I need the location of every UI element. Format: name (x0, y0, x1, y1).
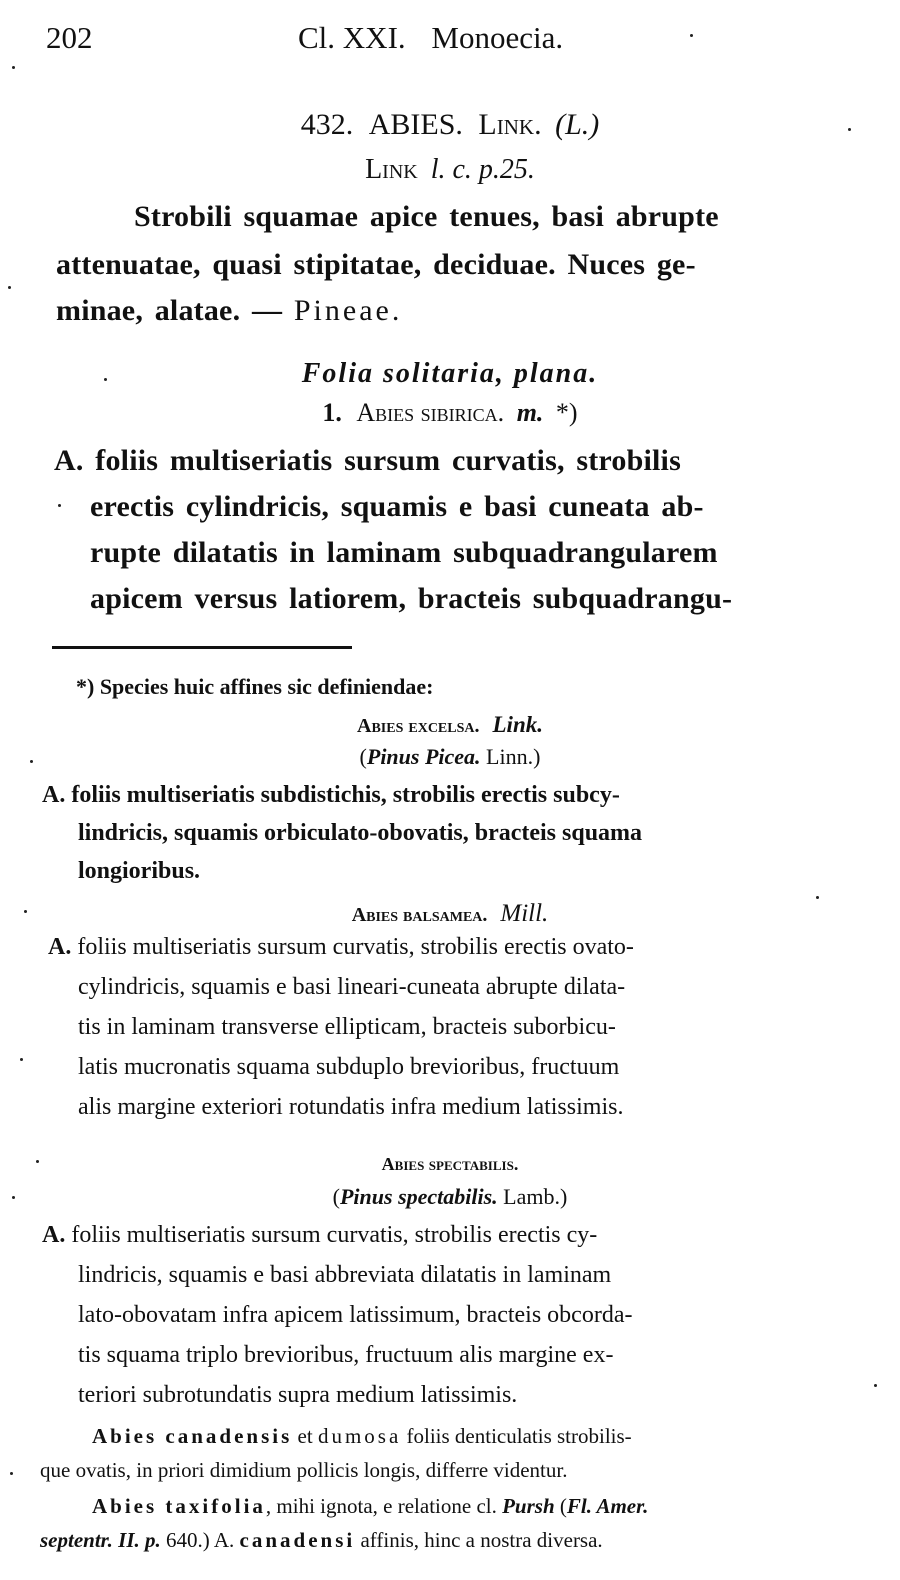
scan-speck (816, 896, 819, 899)
spectabilis-desc-line: lindricis, squamis e basi abbreviata dilatatis in laminam (78, 1262, 612, 1288)
synonym-paren: ( (332, 1184, 340, 1209)
scan-speck (10, 1472, 13, 1475)
excelsa-synonym (0, 744, 900, 770)
genus-desc-line: attenuatae, quasi stipitatae, deciduae. Nuces ge- (56, 248, 696, 281)
running-head (298, 20, 563, 56)
genus-desc-text: minae, alatae. — (56, 294, 294, 327)
scan-speck (20, 1058, 23, 1061)
canadensis-note-line (92, 1424, 632, 1449)
spectabilis-desc-text: foliis multiseriatis sursum curvatis, strobilis erectis cy- (65, 1222, 598, 1248)
balsamea-heading (0, 900, 900, 928)
spectabilis-synonym-author: Lamb.) (497, 1184, 568, 1209)
dumosa-name: dumosa (317, 1424, 402, 1448)
excelsa-heading (0, 712, 900, 738)
genus-number: 432. (300, 108, 354, 141)
scan-speck (874, 1384, 877, 1387)
taxifolia-text: , mihi ignota, e relatione cl. (265, 1494, 503, 1518)
genus-author-paren: (L.) (555, 108, 600, 141)
tribe-name: Pineae. (293, 294, 403, 327)
balsamea-desc-text: foliis multiseriatis sursum curvatis, strobilis erectis ovato- (71, 934, 634, 960)
species-desc-line: rupte dilatatis in laminam subquadrangularem (90, 536, 718, 569)
canadensis-text: foliis denticulatis strobilis- (401, 1424, 632, 1448)
scan-speck (12, 66, 15, 69)
excelsa-author: Link. (492, 712, 543, 737)
class-name: Monoecia. (431, 20, 564, 55)
balsamea-desc-line (48, 934, 634, 961)
footnote-mark: *) (555, 398, 578, 427)
page-number: 202 (46, 20, 93, 55)
flora-ref: Fl. Amer. (566, 1494, 649, 1518)
excelsa-desc-text: foliis multiseriatis subdistichis, strobilis erectis subcy- (65, 782, 620, 808)
taxifolia-lead: Abies taxifolia (92, 1494, 266, 1518)
genus-reference (0, 154, 900, 186)
species-number: 1. (322, 398, 342, 427)
genus-name: ABIES. (368, 108, 463, 141)
excelsa-name: Abies excelsa. (357, 715, 480, 737)
taxifolia-note-line (40, 1528, 603, 1553)
scan-speck (848, 128, 851, 131)
scan-speck (690, 34, 693, 37)
scan-speck (24, 910, 27, 913)
excelsa-lead: A. (42, 782, 66, 808)
footnote-intro: *) Species huic affines sic definiendae: (76, 674, 434, 699)
species-desc-text: foliis multiseriatis sursum curvatis, strobilis (83, 444, 681, 477)
spectabilis-synonym-name: Pinus spectabilis. (339, 1184, 498, 1209)
scan-speck (58, 504, 61, 507)
ref-paren: ( (554, 1494, 567, 1518)
genus-desc-line: Strobili squamae apice tenues, basi abrupte (134, 200, 719, 233)
taxifolia-note-line (92, 1494, 648, 1519)
canadensi-name: canadensi (239, 1528, 356, 1552)
scan-speck (30, 760, 33, 763)
scan-speck (104, 378, 107, 381)
canadensis-note-line: que ovatis, in priori dimidium pollicis longis, differre videntur. (40, 1458, 568, 1482)
footnote-rule (52, 646, 352, 649)
spectabilis-synonym (0, 1184, 900, 1210)
species-desc-line: apicem versus latiorem, bracteis subquadrangu- (90, 582, 733, 615)
excelsa-desc-line: lindricis, squamis orbiculato-obovatis, bracteis squama (78, 820, 643, 846)
excelsa-synonym-author: Linn.) (480, 744, 541, 769)
ref-text: l. c. p.25. (430, 154, 535, 185)
pursh-name: Pursh (502, 1494, 555, 1518)
balsamea-author: Mill. (500, 900, 549, 927)
class-label: Cl. XXI. (298, 20, 406, 55)
excelsa-desc-line: longioribus. (78, 858, 201, 884)
flora-page: 640.) A. (160, 1528, 240, 1552)
scan-speck (12, 1196, 15, 1199)
balsamea-desc-line: cylindricis, squamis e basi lineari-cuneata abrupte dilata- (78, 974, 626, 1000)
balsamea-lead: A. (48, 934, 72, 960)
scan-speck (8, 286, 11, 289)
spectabilis-desc-line (42, 1222, 597, 1249)
spectabilis-desc-line: teriori subrotundatis supra medium latissimis. (78, 1382, 518, 1408)
spectabilis-heading (0, 1154, 900, 1175)
flora-ref-cont: septentr. II. p. (40, 1528, 161, 1552)
species-desc-line (54, 444, 681, 478)
spectabilis-desc-line: lato-obovatam infra apicem latissimum, bracteis obcorda- (78, 1302, 633, 1328)
species-desc-line: erectis cylindricis, squamis e basi cuneata ab- (90, 490, 704, 523)
balsamea-desc-line: latis mucronatis squama subduplo brevioribus, fructuum (78, 1054, 620, 1080)
scan-speck (36, 1160, 39, 1163)
genus-desc-line (56, 294, 402, 328)
spectabilis-lead: A. (42, 1222, 66, 1248)
excelsa-synonym-name: Pinus Picea. (366, 744, 481, 769)
ref-author: Link (365, 154, 418, 185)
taxifolia-text-end: affinis, hinc a nostra diversa. (355, 1528, 603, 1552)
balsamea-desc-line: alis margine exteriori rotundatis infra medium latissimis. (78, 1094, 624, 1120)
canadensis-conjunction: et (292, 1424, 318, 1448)
spectabilis-name: Abies spectabilis. (381, 1154, 519, 1174)
canadensis-lead: Abies canadensis (92, 1424, 293, 1448)
genus-heading (0, 108, 900, 142)
species-lead: A. (54, 444, 84, 477)
section-heading: Folia solitaria, plana. (301, 358, 599, 389)
species-author: m. (516, 398, 544, 427)
synonym-paren: ( (359, 744, 367, 769)
excelsa-desc-line (42, 782, 620, 809)
species-name: Abies sibirica. (356, 398, 505, 427)
balsamea-desc-line: tis in laminam transverse ellipticam, bracteis suborbicu- (78, 1014, 616, 1040)
species-heading (0, 398, 900, 428)
spectabilis-desc-line: tis squama triplo brevioribus, fructuum alis margine ex- (78, 1342, 614, 1368)
balsamea-name: Abies balsamea. (351, 904, 488, 926)
genus-author: Link. (478, 108, 542, 141)
